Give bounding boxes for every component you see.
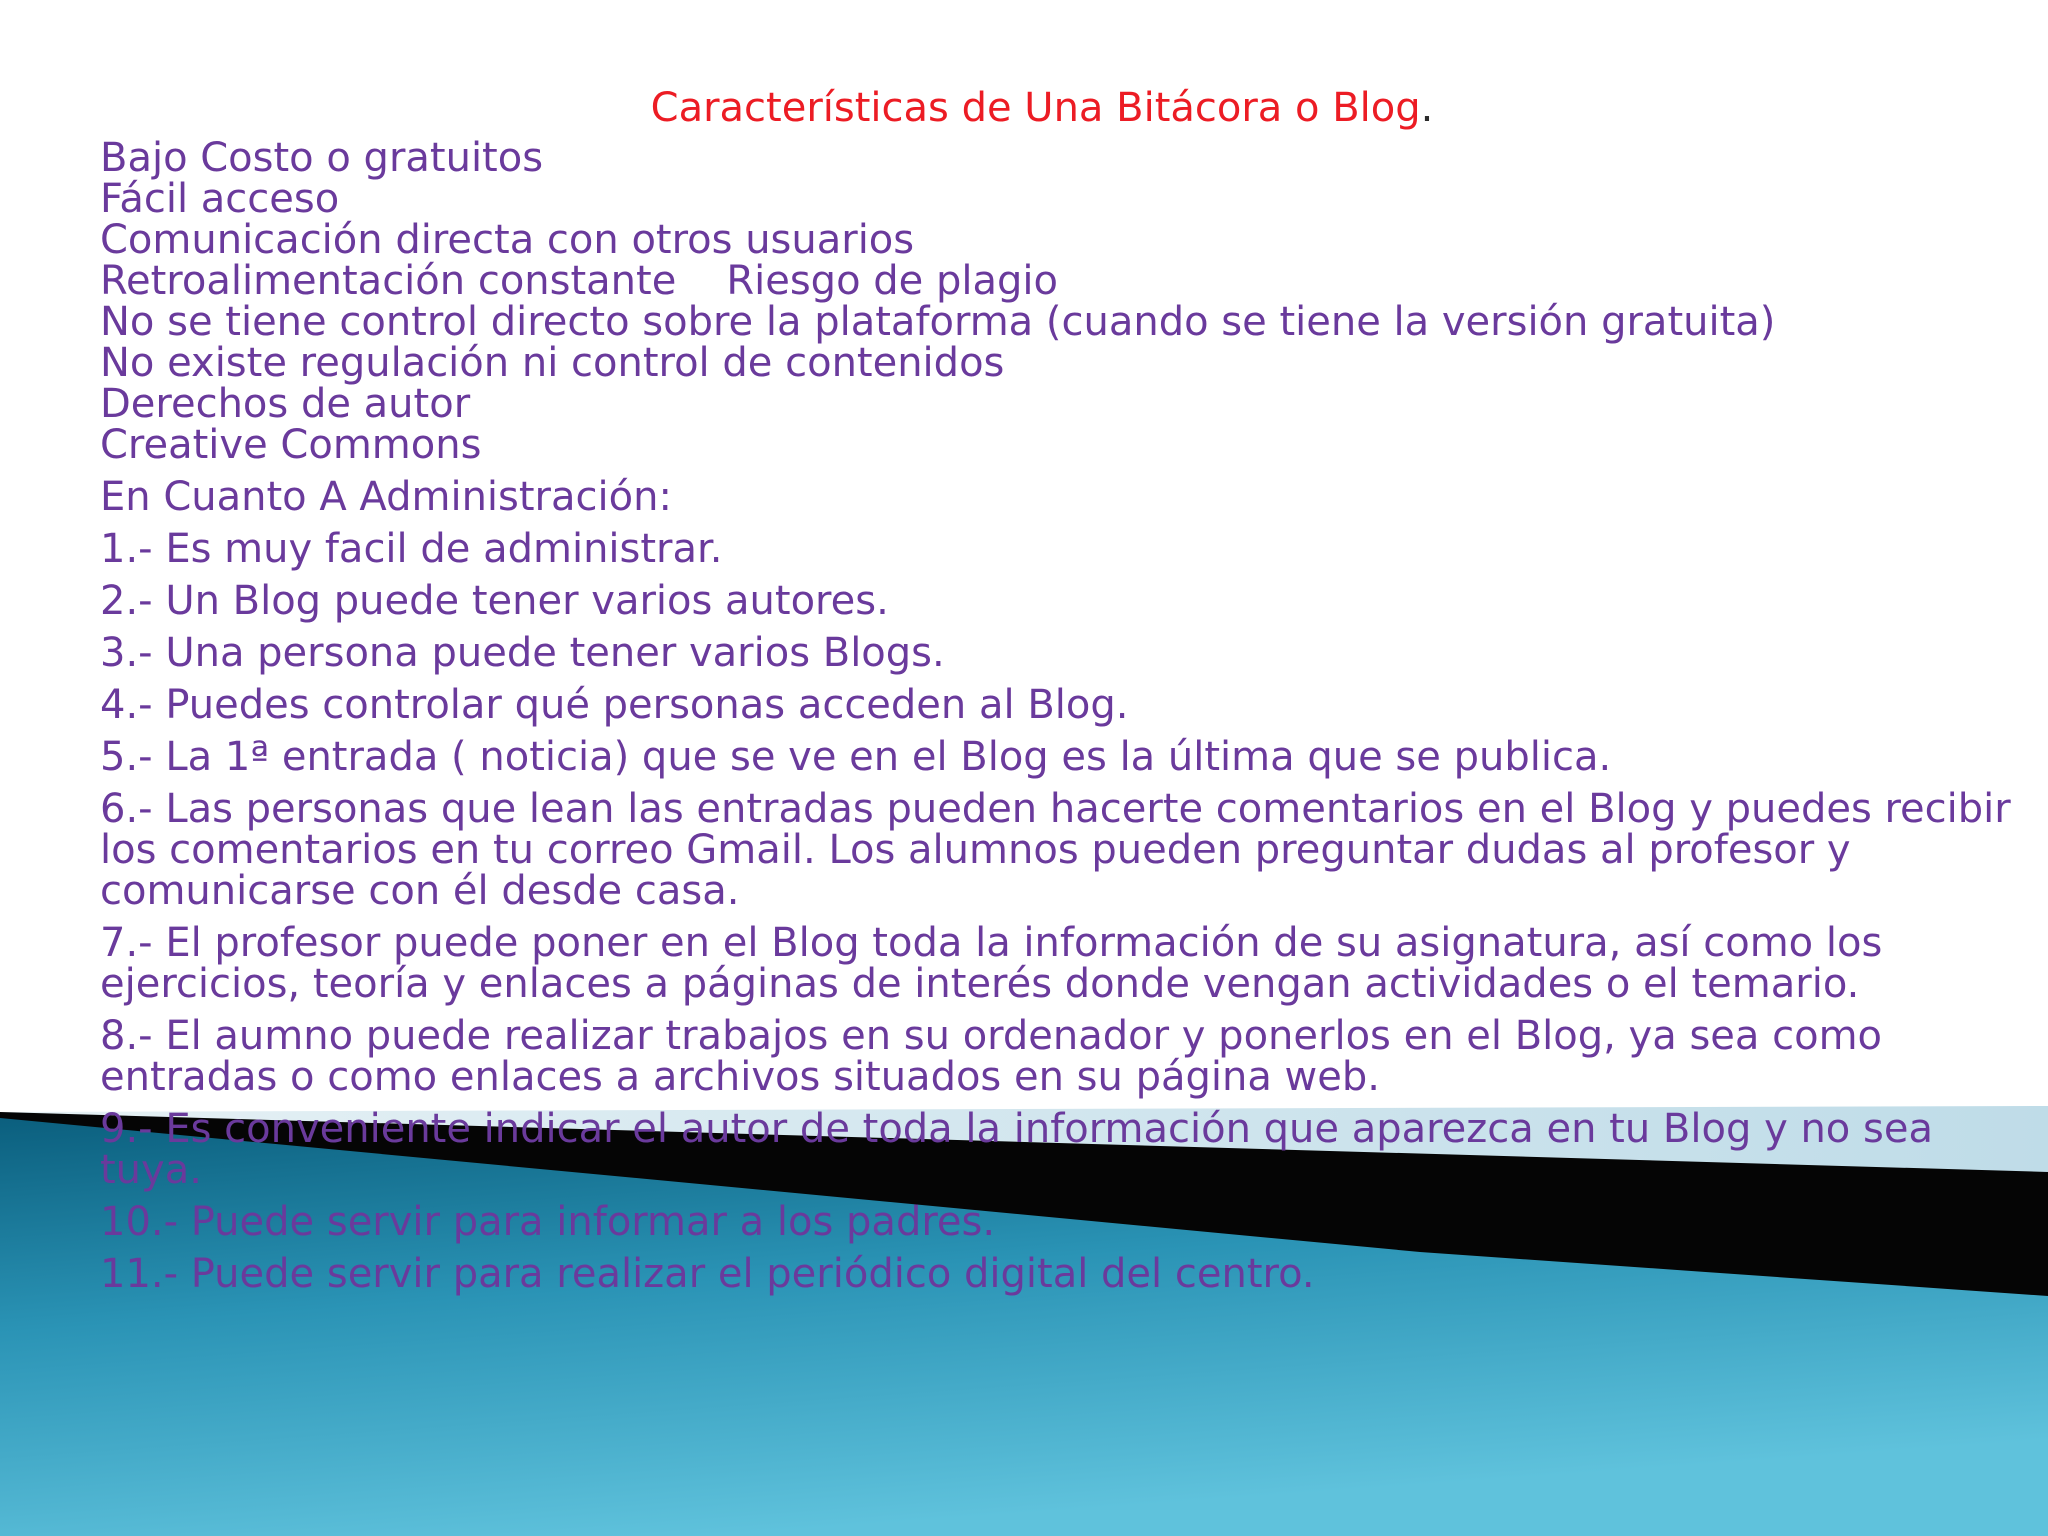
- feature-item: No se tiene control directo sobre la plataforma (cuando se tiene la versión gratuita): [100, 299, 1776, 345]
- slide-body: [100, 135, 2030, 1306]
- admin-section: [100, 474, 2030, 1297]
- feature-inline-text: Riesgo de plagio: [726, 258, 1058, 304]
- feature-item: Comunicación directa con otros usuarios: [100, 217, 915, 263]
- feature-item: Fácil acceso: [100, 176, 340, 222]
- title-text: Características de Una Bitácora o Blog: [650, 85, 1421, 131]
- feature-item: No existe regulación ni control de contenidos: [100, 340, 1005, 386]
- feature-item: [100, 258, 2030, 304]
- feature-item: Derechos de autor: [100, 381, 471, 427]
- admin-item: 5.- La 1ª entrada ( noticia) que se ve en el Blog es la última que se publica.: [100, 734, 1612, 780]
- feature-item: Bajo Costo o gratuitos: [100, 135, 544, 181]
- slide-title: [0, 84, 2048, 132]
- admin-item: 11.- Puede servir para realizar el periódico digital del centro.: [100, 1251, 1315, 1297]
- admin-item: 2.- Un Blog puede tener varios autores.: [100, 578, 889, 624]
- admin-item: 6.- Las personas que lean las entradas pueden hacerte comentarios en el Blog y puedes recibir los comentarios en tu correo Gmail. Los alumnos pueden preguntar dudas al profesor y comunicarse con él desde casa.: [100, 786, 2011, 914]
- feature-item: Creative Commons: [100, 422, 482, 468]
- admin-item: 7.- El profesor puede poner en el Blog toda la información de su asignatura, así como los ejercicios, teoría y enlaces a páginas de interés donde vengan actividades o el temario.: [100, 920, 1883, 1007]
- title-period: .: [1420, 85, 1434, 131]
- admin-item: 3.- Una persona puede tener varios Blogs.: [100, 630, 945, 676]
- admin-item: 9.- Es conveniente indicar el autor de toda la información que aparezca en tu Blog y no sea tuya.: [100, 1106, 1933, 1193]
- admin-item: 8.- El aumno puede realizar trabajos en su ordenador y ponerlos en el Blog, ya sea como entradas o como enlaces a archivos situados en su página web.: [100, 1013, 1883, 1100]
- admin-heading: En Cuanto A Administración:: [100, 474, 672, 520]
- admin-item: 4.- Puedes controlar qué personas acceden al Blog.: [100, 682, 1129, 728]
- admin-item: 10.- Puede servir para informar a los padres.: [100, 1199, 996, 1245]
- feature-text: Retroalimentación constante: [100, 258, 677, 304]
- admin-item: 1.- Es muy facil de administrar.: [100, 526, 723, 572]
